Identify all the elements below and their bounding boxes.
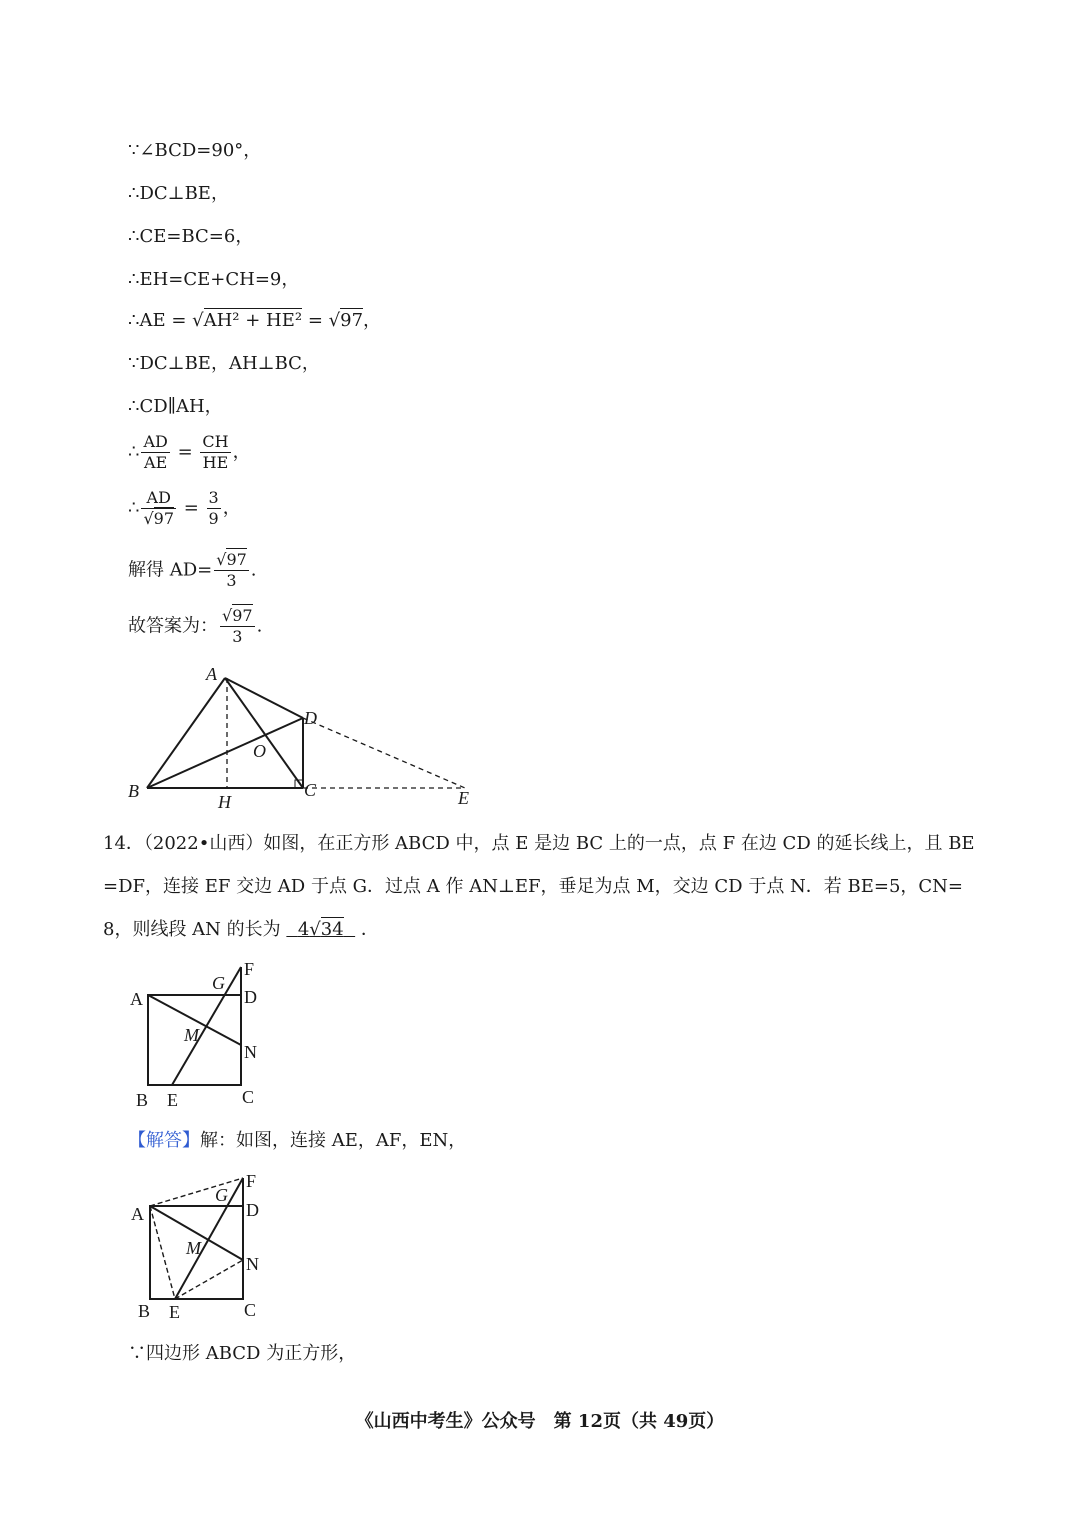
label-E: E bbox=[458, 788, 469, 808]
solution-line-9: ∴ $\frac{AD}{√97}$ = $\frac{3}{9}$ ， bbox=[128, 488, 241, 528]
label-C: C bbox=[244, 1300, 257, 1320]
label-G: G bbox=[212, 973, 225, 993]
label-A: A bbox=[131, 1204, 144, 1224]
fraction: $\frac{AD}{√97}$ bbox=[143, 488, 175, 528]
eq-prefix: ∴AE = bbox=[128, 310, 193, 331]
solution-line-11: 故答案为： $\frac{√97}{3}$ . bbox=[128, 606, 263, 646]
label-H: H bbox=[218, 792, 231, 812]
answer-intro-text: 解：如图，连接 AE，AF，EN， bbox=[200, 1130, 467, 1151]
fraction: $\frac{√97}{3}$ bbox=[216, 550, 247, 590]
label-E: E bbox=[167, 1090, 178, 1110]
eq-prefix: ∴ bbox=[128, 441, 140, 463]
solution-line-5: ∴AE = √AH² + HE² = √97， bbox=[128, 310, 382, 331]
label-A: A bbox=[130, 989, 143, 1009]
label-D: D bbox=[244, 987, 257, 1007]
label-E: E bbox=[169, 1302, 180, 1322]
label-O: O bbox=[253, 741, 266, 761]
problem-line-2: =DF，连接 EF 交边 AD 于点 G．过点 A 作 AN⊥EF，垂足为点 M，交边 CD 于点 N．若 BE=5，CN= bbox=[103, 876, 964, 897]
label-G: G bbox=[215, 1185, 228, 1205]
label-D: D bbox=[246, 1200, 259, 1220]
label-B: B bbox=[136, 1090, 149, 1110]
figure-square-solution bbox=[120, 1168, 280, 1328]
label-A: A bbox=[206, 664, 217, 684]
solution-line-2: ∴DC⊥BE， bbox=[128, 183, 229, 204]
radicand-1: AH² + HE² bbox=[203, 310, 303, 331]
label-D: D bbox=[304, 708, 317, 728]
label-N: N bbox=[244, 1042, 257, 1062]
figure-square-problem bbox=[120, 955, 280, 1115]
solution-line-3: ∴CE=BC=6， bbox=[128, 226, 254, 247]
figure-triangle-abcde bbox=[120, 660, 490, 815]
solution-line-1: ∵∠BCD=90°， bbox=[128, 140, 262, 161]
solution-line-10: 解得 AD= $\frac{√97}{3}$ . bbox=[128, 550, 257, 590]
answer-intro bbox=[128, 1130, 466, 1152]
label-M: M bbox=[186, 1238, 201, 1258]
fraction: $\frac{AD}{AE}$ bbox=[143, 432, 168, 472]
answer-tag: 【解答】 bbox=[128, 1130, 200, 1151]
label-F: F bbox=[244, 959, 255, 979]
eq-mid: = bbox=[302, 310, 329, 331]
answer-blank: 4√34 bbox=[297, 919, 344, 940]
problem-line-1: 14．（2022•山西）如图，在正方形 ABCD 中，点 E 是边 BC 上的一点，点 F 在边 CD 的延长线上，且 BE bbox=[103, 833, 975, 854]
fraction: $\frac{√97}{3}$ bbox=[222, 606, 253, 646]
solution-line-7: ∴CD∥AH， bbox=[128, 396, 223, 417]
solution-line-8: ∴ $\frac{AD}{AE}$ = $\frac{CH}{HE}$ ， bbox=[128, 432, 251, 472]
problem-line-3: 8，则线段 AN 的长为 4√34 ． bbox=[103, 919, 379, 940]
label-C: C bbox=[242, 1087, 255, 1107]
label-B: B bbox=[138, 1301, 151, 1321]
radicand-2: 97 bbox=[340, 310, 364, 331]
solution-line-6: ∵DC⊥BE，AH⊥BC， bbox=[128, 353, 320, 374]
label-F: F bbox=[246, 1171, 257, 1191]
solution-last-line: ∵四边形 ABCD 为正方形， bbox=[128, 1343, 357, 1364]
label-B: B bbox=[128, 781, 139, 801]
label-N: N bbox=[246, 1254, 259, 1274]
eq-end: ， bbox=[363, 310, 382, 331]
solution-line-4: ∴EH=CE+CH=9， bbox=[128, 269, 300, 290]
fraction: $\frac{3}{9}$ bbox=[208, 488, 219, 528]
problem-14 bbox=[103, 822, 983, 951]
label-M: M bbox=[184, 1025, 199, 1045]
page-footer: 《山西中考生》公众号 第 12页（共 49页） bbox=[355, 1411, 725, 1432]
fraction: $\frac{CH}{HE}$ bbox=[202, 432, 229, 472]
label-C: C bbox=[304, 780, 317, 800]
